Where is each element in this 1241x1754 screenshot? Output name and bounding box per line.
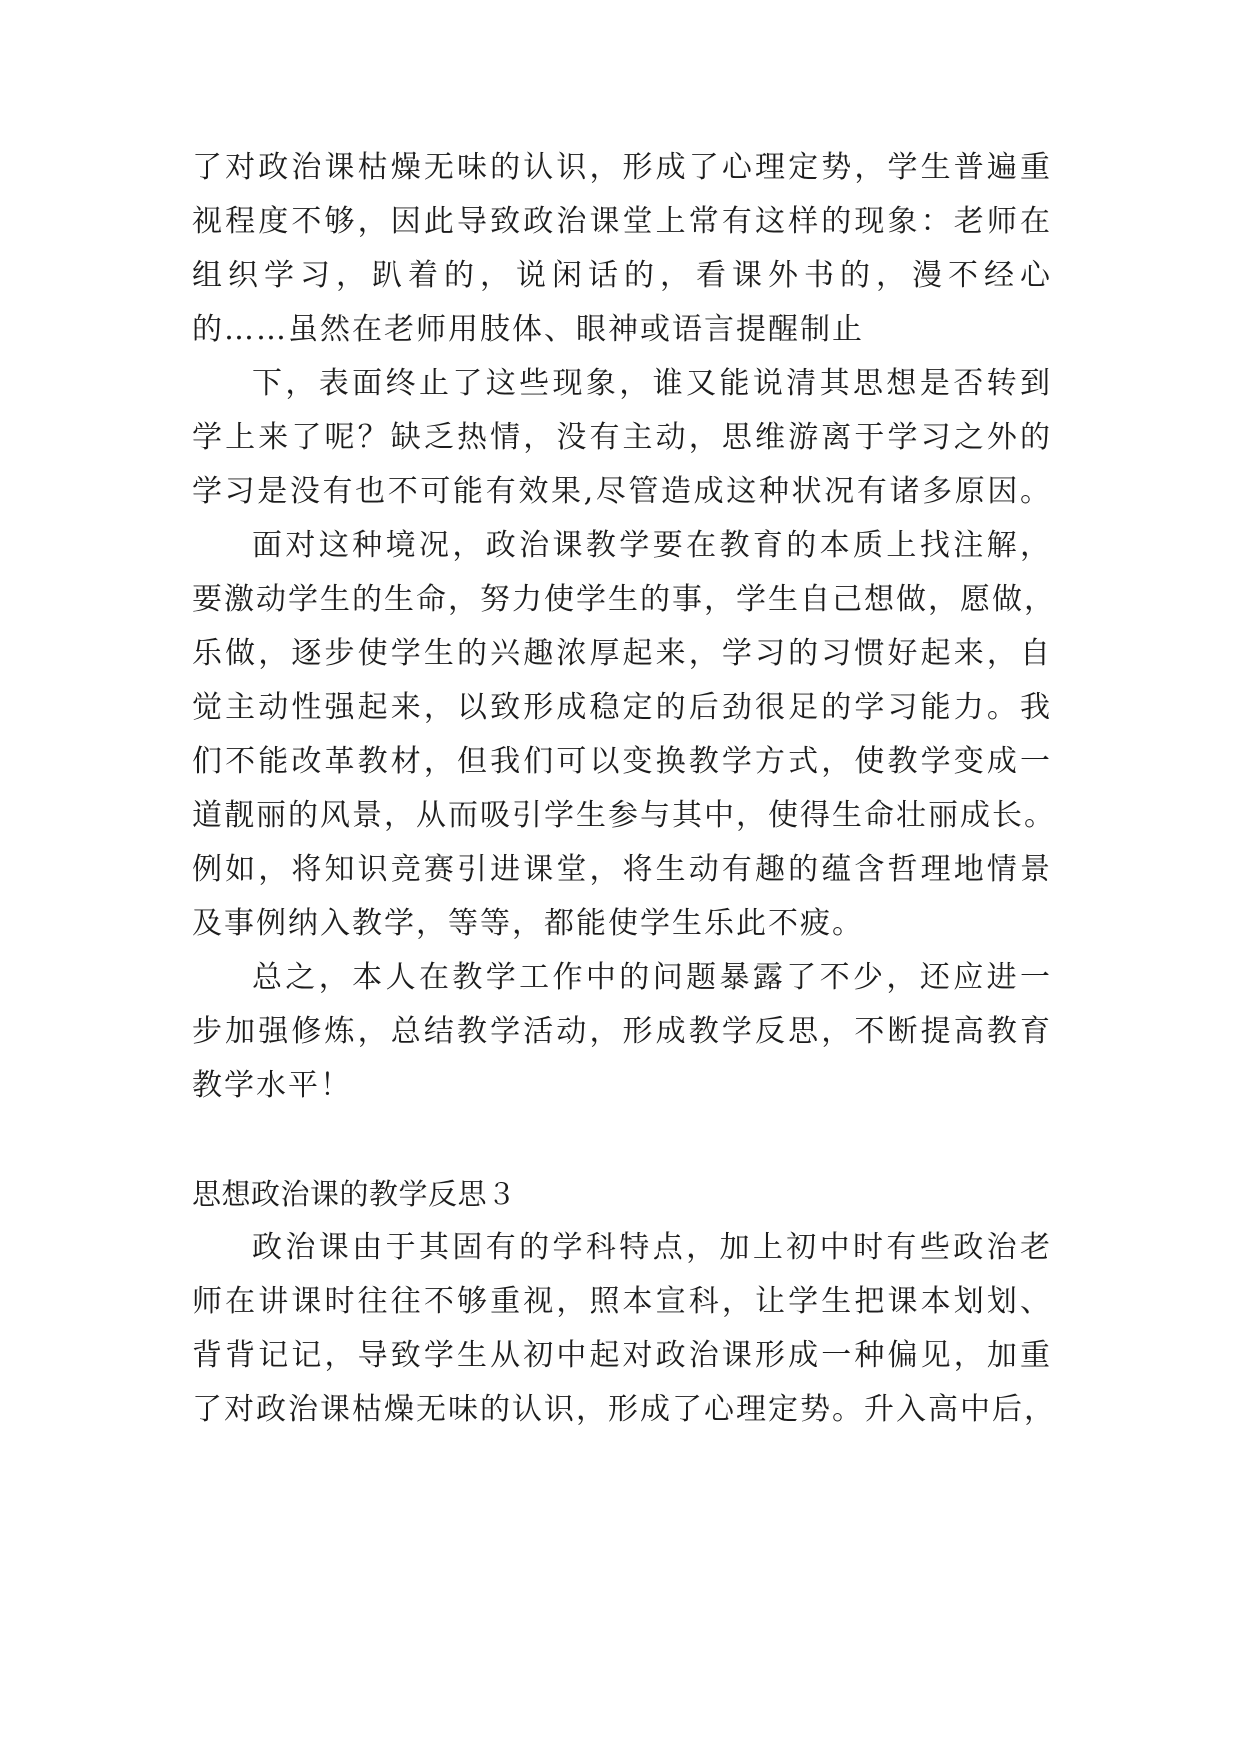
text-line: 及事例纳入教学，等等，都能使学生乐此不疲。 <box>192 906 864 941</box>
text-line: 下，表面终止了这些现象，谁又能说清其思想是否转到 <box>252 366 1052 401</box>
text-line: 学习是没有也不可能有效果,尽管造成这种状况有诸多原因。 <box>192 474 1052 509</box>
text-line: 面对这种境况，政治课教学要在教育的本质上找注解， <box>252 528 1052 563</box>
text-line: 背背记记，导致学生从初中起对政治课形成一种偏见，加重 <box>192 1338 1052 1373</box>
text-line: 步加强修炼，总结教学活动，形成教学反思，不断提高教育 <box>192 1014 1052 1049</box>
text-line: 例如，将知识竞赛引进课堂，将生动有趣的蕴含哲理地情景 <box>192 852 1052 887</box>
text-line: 师在讲课时往往不够重视，照本宣科，让学生把课本划划、 <box>192 1284 1052 1319</box>
text-line: 要激动学生的生命，努力使学生的事，学生自己想做，愿做， <box>192 582 1056 617</box>
text-line: 组织学习，趴着的，说闲话的，看课外书的，漫不经心 <box>192 258 1052 293</box>
text-line: 们不能改革教材，但我们可以变换教学方式，使教学变成一 <box>192 744 1052 779</box>
text-line: 总之，本人在教学工作中的问题暴露了不少，还应进一 <box>252 960 1052 995</box>
text-line: 觉主动性强起来，以致形成稳定的后劲很足的学习能力。我 <box>192 690 1052 725</box>
text-line: 了对政治课枯燥无味的认识，形成了心理定势，学生普遍重 <box>192 150 1052 185</box>
text-line: 道靓丽的风景，从而吸引学生参与其中，使得生命壮丽成长。 <box>192 798 1056 833</box>
text-line: 的……虽然在老师用肢体、眼神或语言提醒制止 <box>192 312 864 347</box>
text-line: 了对政治课枯燥无味的认识，形成了心理定势。升入高中后， <box>192 1392 1056 1427</box>
text-line: 乐做，逐步使学生的兴趣浓厚起来，学习的习惯好起来，自 <box>192 636 1052 671</box>
text-line: 视程度不够，因此导致政治课堂上常有这样的现象：老师在 <box>192 204 1052 239</box>
section-heading: 思想政治课的教学反思３ <box>192 1177 517 1211</box>
text-line: 学上来了呢？缺乏热情，没有主动，思维游离于学习之外的 <box>192 420 1052 455</box>
text-line: 教学水平！ <box>192 1068 352 1103</box>
text-line: 政治课由于其固有的学科特点，加上初中时有些政治老 <box>252 1230 1052 1265</box>
